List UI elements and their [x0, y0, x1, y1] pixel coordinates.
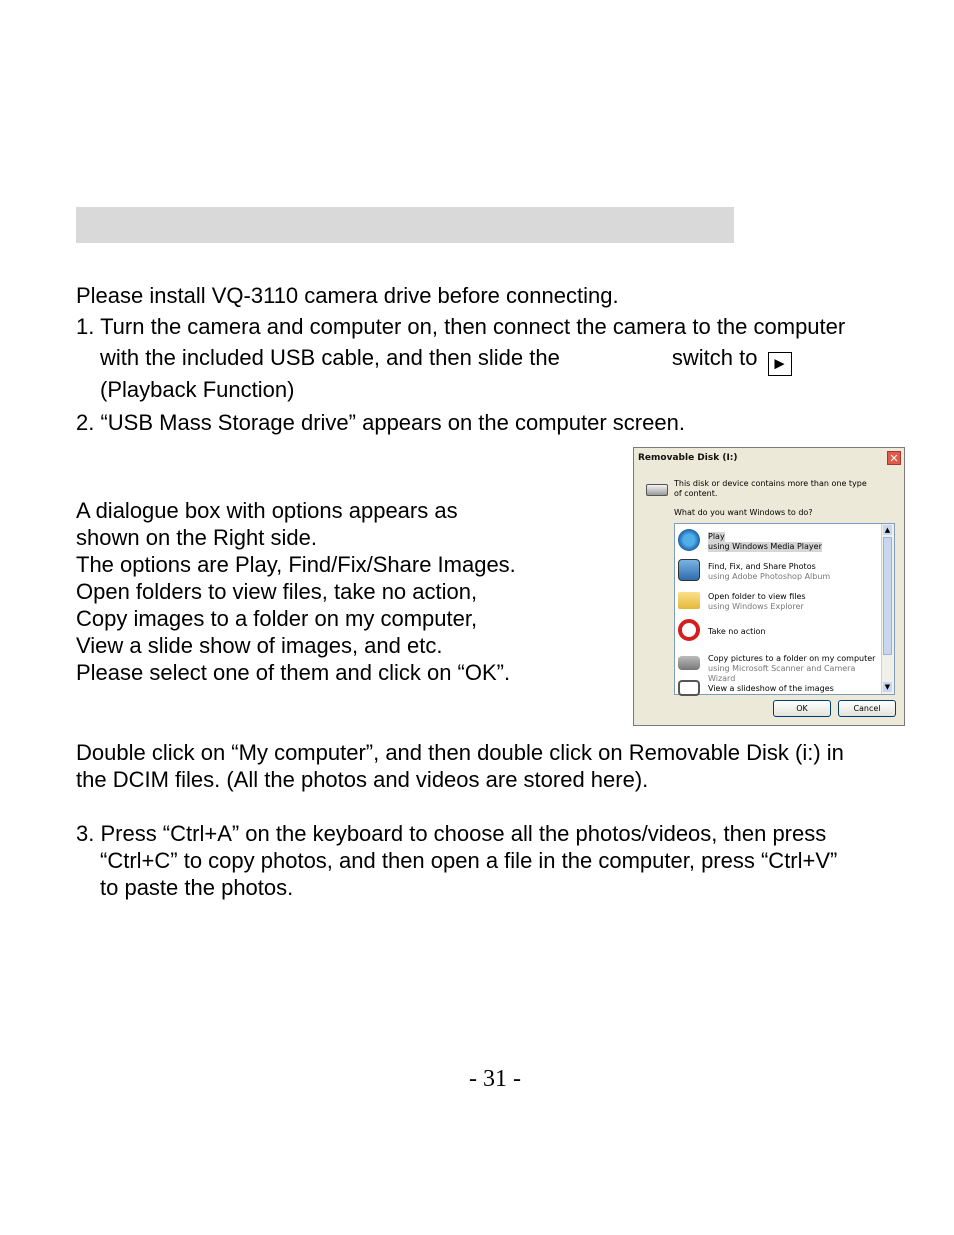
text-line: the DCIM files. (All the photos and videos are stored here). — [76, 767, 649, 792]
text-line: Double click on “My computer”, and then double click on Removable Disk (i:) in — [76, 740, 844, 765]
options-scrollbar[interactable] — [881, 524, 894, 694]
removable-disk-dialog — [633, 447, 905, 726]
option-slideshow[interactable] — [678, 674, 878, 702]
option-sublabel: using Microsoft Scanner and Camera Wizard — [708, 664, 856, 683]
step1-line2-a: with the included USB cable, and then slide the — [100, 345, 560, 370]
step3-line1: 3. Press “Ctrl+A” on the keyboard to choose all the photos/videos, then press — [76, 821, 827, 846]
ok-button[interactable]: OK — [773, 700, 831, 717]
desc-line: The options are Play, Find/Fix/Share Images. — [76, 552, 516, 577]
option-label: Play — [708, 532, 725, 541]
desc-line: Open folders to view files, take no action, — [76, 579, 478, 604]
disk-drive-icon — [646, 484, 668, 496]
dialog-question: What do you want Windows to do? — [674, 508, 813, 517]
double-click-text — [76, 739, 844, 793]
desc-line: shown on the Right side. — [76, 525, 317, 550]
photo-album-icon — [678, 559, 700, 581]
option-open-folder[interactable] — [678, 586, 878, 614]
dialog-message: This disk or device contains more than one type of content. — [674, 479, 867, 498]
scroll-down-icon[interactable]: ▼ — [884, 683, 891, 691]
section-header-bar — [76, 207, 734, 243]
options-list — [674, 523, 895, 695]
option-label: Open folder to view files — [708, 592, 806, 601]
step3-line2: “Ctrl+C” to copy photos, and then open a file in the computer, press “Ctrl+V” — [100, 848, 838, 873]
camera-wizard-icon — [678, 656, 700, 670]
slideshow-icon — [678, 680, 700, 696]
play-icon: ► — [768, 352, 792, 376]
option-play[interactable] — [678, 526, 878, 554]
cancel-button[interactable]: Cancel — [838, 700, 896, 717]
option-sublabel: using Windows Explorer — [708, 602, 804, 611]
option-sublabel: using Adobe Photoshop Album — [708, 572, 831, 581]
media-player-icon — [678, 529, 700, 551]
folder-icon — [678, 592, 700, 609]
intro-text: Please install VQ-3110 camera drive before connecting. — [76, 283, 619, 308]
page-number: - 31 - — [469, 1066, 521, 1092]
step3-line3: to paste the photos. — [100, 875, 294, 900]
step2-text: 2. “USB Mass Storage drive” appears on the computer screen. — [76, 410, 685, 435]
desc-line: Copy images to a folder on my computer, — [76, 606, 478, 631]
option-label: Copy pictures to a folder on my computer — [708, 654, 876, 663]
scroll-up-icon[interactable]: ▲ — [884, 526, 891, 534]
desc-line: View a slide show of images, and etc. — [76, 633, 443, 658]
desc-line: A dialogue box with options appears as — [76, 498, 458, 523]
step1-line2-b: switch to — [671, 345, 758, 370]
scrollbar-thumb[interactable] — [883, 537, 892, 655]
no-action-icon — [678, 619, 700, 641]
dialog-description — [76, 497, 516, 686]
step1-line2 — [100, 344, 792, 376]
option-sublabel: using Windows Media Player — [708, 542, 822, 551]
option-take-no-action[interactable] — [678, 616, 878, 644]
option-label: Take no action — [708, 627, 766, 636]
step1-line3: (Playback Function) — [100, 377, 295, 402]
desc-line: Please select one of them and click on “OK”. — [76, 660, 511, 685]
option-label: View a slideshow of the images — [708, 684, 834, 693]
option-copy-pictures[interactable] — [678, 648, 878, 683]
dialog-title: Removable Disk (I:) — [638, 453, 738, 463]
close-icon[interactable]: ✕ — [887, 451, 901, 465]
step1-line1: 1. Turn the camera and computer on, then connect the camera to the computer — [76, 314, 846, 339]
option-label: Find, Fix, and Share Photos — [708, 562, 816, 571]
option-find-fix-share[interactable] — [678, 556, 878, 584]
